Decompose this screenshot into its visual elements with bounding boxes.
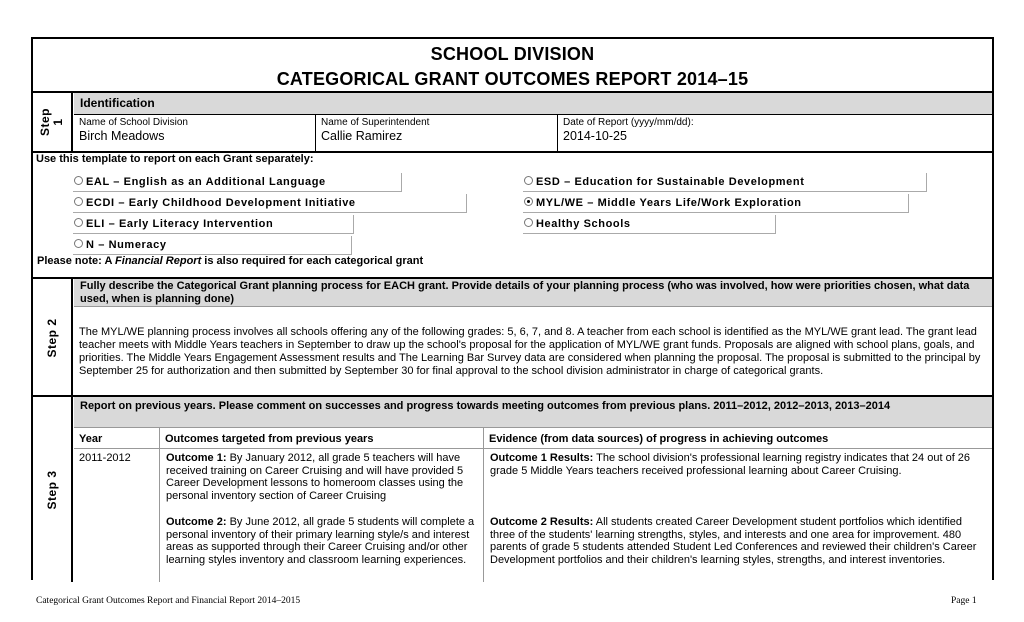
radio-selected-icon[interactable] — [524, 197, 533, 206]
planning-process-text[interactable]: The MYL/WE planning process involves all schools offering any of the following grades: 5, 6, 7, and 8. A teacher from each school is identified as the MYL/WE grant lead. The grant lead teacher meets with Middle Years teachers in September to draw up the school's proposal for the application of MYL/WE grant funds. Proposals are aligned with school plans, goals, and priorities. The Middle Years Engagement Assessment results and The Learning Bar Survey data are considered when planning the proposal. The proposal is submitted to the principal by September 25 for authorization and then submitted by September 30 for final approval to the school division administrator in charge of categorical grants. — [79, 326, 981, 377]
outcome-2-label: Outcome 2: — [166, 516, 227, 528]
step-1-label — [33, 93, 73, 151]
note-suffix: is also required for each categorical grant — [201, 255, 424, 267]
evidence-2-body: All students created Career Development student portfolios which identified three of the students' learning strengths, styles, and interests and one area for improvement. 480 parents of grade 5 students attended Student Led Conferences and reviewed their children's Career Development portfolios and their children's learning styles, strengths, and interest inventories. — [490, 516, 977, 566]
evidence-1-text[interactable] — [490, 452, 988, 477]
grant-option-mylwe[interactable] — [523, 194, 909, 213]
step-1-number: 1 — [51, 118, 65, 126]
outcomes-column-header: Outcomes targeted from previous years — [160, 428, 484, 449]
grant-option-ecdi[interactable] — [73, 194, 467, 213]
footer-title: Categorical Grant Outcomes Report and Financial Report 2014–2015 — [36, 596, 301, 606]
table-row-year[interactable]: 2011-2012 — [79, 452, 131, 464]
evidence-2-text[interactable] — [490, 516, 988, 566]
previous-years-header: Report on previous years. Please comment on successes and progress towards meeting outcomes from previous plans. 2011–2012, 2012–2013, 2013–2014 — [74, 397, 992, 428]
title-block — [33, 39, 992, 93]
identification-header: Identification — [74, 93, 992, 115]
radio-icon[interactable] — [524, 218, 533, 227]
evidence-1-body: The school division's professional learning registry indicates that 24 out of 26 grade 5 Middle Years teachers received professional learning about Career Cruising. — [490, 452, 971, 477]
step-3-label — [33, 397, 73, 582]
report-date-field[interactable]: 2014-10-25 — [563, 129, 627, 143]
page-number: Page 1 — [951, 596, 977, 606]
grant-option-label: ECDI – Early Childhood Development Initiative — [86, 197, 356, 209]
grant-option-label: Healthy Schools — [536, 218, 631, 230]
title-line-2: CATEGORICAL GRANT OUTCOMES REPORT 2014–15 — [276, 69, 749, 89]
grant-instructions: Use this template to report on each Grant separately: — [36, 153, 314, 165]
year-column-header: Year — [74, 428, 160, 449]
title-line-1: SCHOOL DIVISION — [430, 44, 595, 64]
note-prefix: Please note: A — [37, 255, 116, 267]
grant-option-label: ESD – Education for Sustainable Development — [536, 176, 805, 188]
outcome-2-text[interactable] — [166, 516, 478, 566]
school-division-label: Name of School Division — [79, 117, 188, 128]
grant-option-label: MYL/WE – Middle Years Life/Work Exploration — [536, 197, 802, 209]
outcome-1-text[interactable] — [166, 452, 478, 502]
grant-option-label: N – Numeracy — [86, 239, 167, 251]
report-date-cell — [558, 115, 992, 151]
school-division-cell — [74, 115, 316, 151]
step-1-word: Step — [38, 107, 52, 137]
note-italic: Financial Report — [115, 255, 202, 267]
report-form — [31, 37, 994, 580]
evidence-2-label: Outcome 2 Results: — [490, 516, 594, 528]
outcome-1-body: By January 2012, all grade 5 teachers will have received training on Career Cruising and will have provided 5 Career Development lessons to homeroom classes using the personal inventory section of Career Cruising — [166, 452, 464, 502]
financial-report-note — [37, 255, 423, 267]
radio-icon[interactable] — [74, 176, 83, 185]
grant-option-eal[interactable] — [73, 173, 402, 192]
report-date-label: Date of Report (yyyy/mm/dd): — [563, 117, 694, 128]
superintendent-cell — [316, 115, 558, 151]
grant-option-eli[interactable] — [73, 215, 354, 234]
outcome-2-body: By June 2012, all grade 5 students will complete a personal inventory of their primary learning style/s and interest areas as supported through their Career Cruising and/or other learning styles inventory and classroom learning experiences. — [166, 516, 475, 566]
school-division-field[interactable]: Birch Meadows — [79, 129, 165, 143]
grant-option-esd[interactable] — [523, 173, 927, 192]
grant-option-numeracy[interactable] — [73, 236, 352, 255]
radio-icon[interactable] — [74, 218, 83, 227]
radio-icon[interactable] — [524, 176, 533, 185]
grant-option-label: ELI – Early Literacy Intervention — [86, 218, 274, 230]
step-2-label — [33, 279, 73, 397]
evidence-column-header: Evidence (from data sources) of progress in achieving outcomes — [484, 428, 992, 449]
step-3-text: Step 3 — [45, 469, 59, 510]
evidence-1-label: Outcome 1 Results: — [490, 452, 594, 464]
superintendent-label: Name of Superintendent — [321, 117, 430, 128]
radio-icon[interactable] — [74, 197, 83, 206]
step-2-text: Step 2 — [45, 318, 59, 358]
planning-process-header: Fully describe the Categorical Grant planning process for EACH grant. Provide details of your planning process (who was involved, how were priorities chosen, what data used, when is planning done) — [74, 279, 992, 307]
superintendent-field[interactable]: Callie Ramirez — [321, 129, 403, 143]
radio-icon[interactable] — [74, 239, 83, 248]
outcome-1-label: Outcome 1: — [166, 452, 227, 464]
grant-option-healthy-schools[interactable] — [523, 215, 776, 234]
grant-option-label: EAL – English as an Additional Language — [86, 176, 326, 188]
